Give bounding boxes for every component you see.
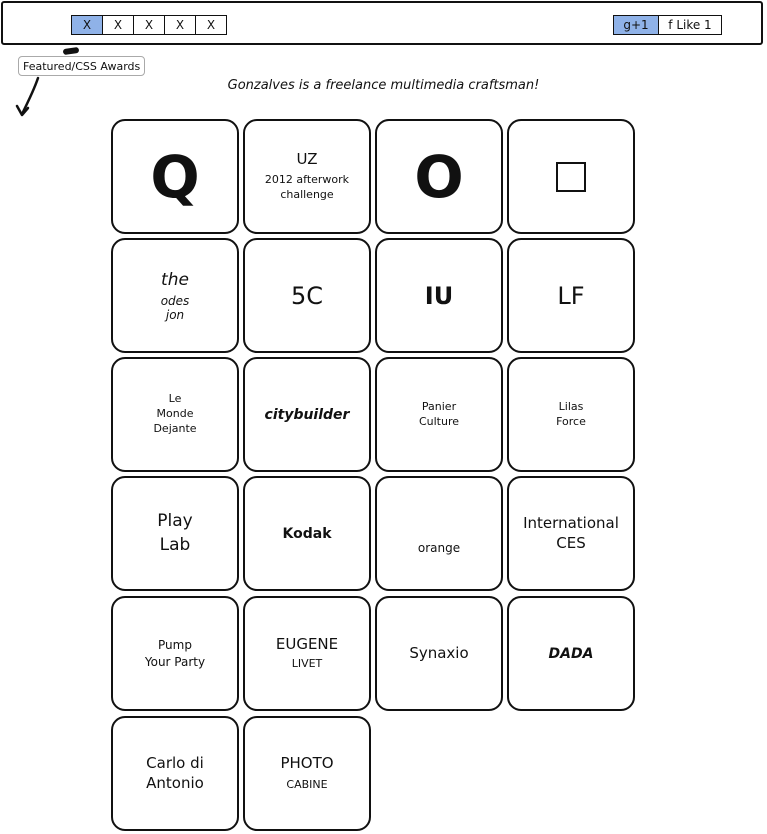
tile-photo-line1: PHOTO <box>280 754 334 773</box>
tab-strip <box>72 15 227 35</box>
tile-photo[interactable] <box>243 716 371 831</box>
tile-synaxio-label: Synaxio <box>409 643 469 662</box>
tab-4[interactable]: X <box>164 15 196 35</box>
tile-panier-line1: Panier <box>421 399 457 413</box>
facebook-like-button[interactable]: f Like 1 <box>658 15 722 35</box>
tile-dada[interactable] <box>507 596 635 711</box>
tile-citybuilder[interactable] <box>243 357 371 472</box>
tile-pump-line2: Your Party <box>144 654 206 669</box>
social-buttons <box>613 15 722 35</box>
tile-eugene-line2: LIVET <box>291 657 323 671</box>
tagline: Gonzalves is a freelance multimedia craftsman! <box>227 78 540 93</box>
tab-1[interactable]: X <box>71 15 103 35</box>
tile-lf-label: LF <box>557 281 585 310</box>
tile-lemonde-line1: Le <box>168 392 182 406</box>
tile-o[interactable] <box>375 119 503 234</box>
tile-orange-label: orange <box>417 540 461 555</box>
tile-carlo[interactable] <box>111 716 239 831</box>
tile-q[interactable] <box>111 119 239 234</box>
tile-5c-label: 5C <box>290 281 324 310</box>
tile-panier-line2: Culture <box>418 414 460 428</box>
top-toolbar <box>1 1 763 45</box>
tile-photo-line2: CABINE <box>286 777 328 791</box>
tile-theodes-line2: odes <box>160 293 190 308</box>
tile-uz-line1: 2012 afterwork <box>264 173 350 187</box>
tile-kodak-label: Kodak <box>282 525 332 542</box>
tile-o-label: O <box>414 142 464 211</box>
tab-5[interactable]: X <box>195 15 227 35</box>
tile-lemonde-line2: Monde <box>156 407 194 421</box>
tile-lf[interactable] <box>507 238 635 353</box>
tile-uz[interactable] <box>243 119 371 234</box>
tab-3[interactable]: X <box>133 15 165 35</box>
tile-lemonde-line3: Dejante <box>153 421 197 435</box>
tile-synaxio[interactable] <box>375 596 503 711</box>
tile-pump[interactable] <box>111 596 239 711</box>
tile-lilas-line2: Force <box>556 414 586 428</box>
tile-lilas-line1: Lilas <box>558 399 584 413</box>
tile-citybuilder-label: citybuilder <box>264 406 350 423</box>
tile-playlab-line1: Play <box>157 510 193 531</box>
tile-theodes[interactable] <box>111 238 239 353</box>
tab-2[interactable]: X <box>102 15 134 35</box>
tile-carlo-line1: Carlo di <box>146 754 204 772</box>
tile-theodes-line1: the <box>161 269 189 290</box>
tile-lilas[interactable] <box>507 357 635 472</box>
tile-carlo-line2: Antonio <box>146 773 204 792</box>
tile-lemonde[interactable] <box>111 357 239 472</box>
tag-connector <box>63 47 80 55</box>
tile-eugene[interactable] <box>243 596 371 711</box>
google-plus-button[interactable]: g+1 <box>613 15 659 35</box>
tile-playlab[interactable] <box>111 476 239 591</box>
tile-iu[interactable] <box>375 238 503 353</box>
tile-dada-label: DADA <box>548 645 594 662</box>
tile-iu-label: IU <box>424 281 454 310</box>
tile-kodak[interactable] <box>243 476 371 591</box>
tile-uz-line2: challenge <box>280 188 334 202</box>
featured-tag[interactable]: Featured/CSS Awards <box>18 56 145 76</box>
tile-q-label: Q <box>150 142 200 211</box>
tile-ces-line2: CES <box>556 533 586 552</box>
tile-eugene-line1: EUGENE <box>275 634 339 653</box>
tile-theodes-line3: jon <box>165 307 185 322</box>
tile-uz-title: UZ <box>296 149 318 168</box>
tile-square[interactable] <box>507 119 635 234</box>
tile-playlab-line2: Lab <box>159 534 191 555</box>
tile-5c[interactable] <box>243 238 371 353</box>
tile-pump-line1: Pump <box>158 637 192 652</box>
tile-panier[interactable] <box>375 357 503 472</box>
tile-orange[interactable] <box>375 476 503 591</box>
tile-ces[interactable] <box>507 476 635 591</box>
square-icon <box>556 162 586 192</box>
tile-ces-line1: International <box>523 514 619 532</box>
